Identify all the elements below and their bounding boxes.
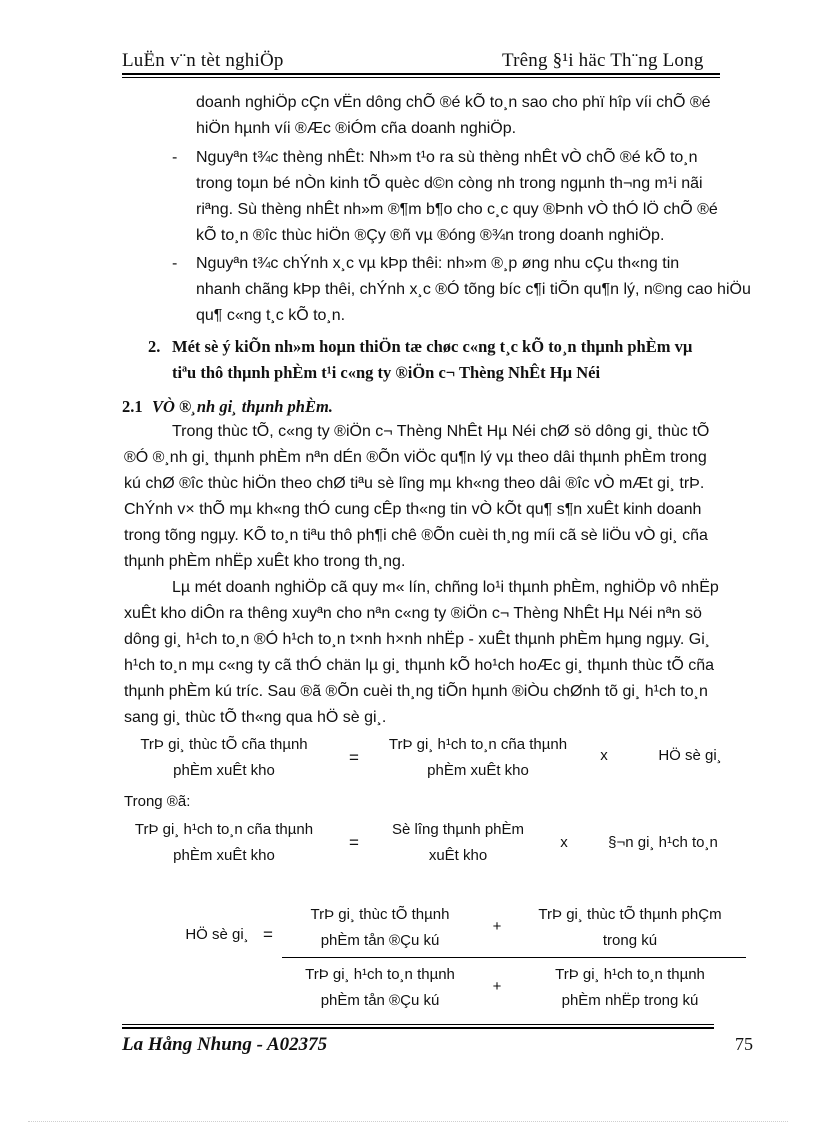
bullet-dash: - [172, 149, 178, 166]
formula1-left-line-2: phÈm xuÊt kho [173, 762, 275, 779]
formula2-middle-line-2: xuÊt kho [428, 847, 488, 864]
header-right-title: Trêng §¹i häc Th¨ng Long [502, 50, 704, 71]
subsection-number: 2.1 [122, 397, 143, 416]
para2-line-1: Lµ mét doanh nghiÖp cã quy m« lín, chñng lo¹i thµnh phÈm, nghiÖp vô nhËp [172, 579, 719, 596]
section-title-line-2: tiªu thô thµnh phÈm t¹i c«ng ty ®iÖn c¬ Thèng NhÊt Hµ Néi [172, 363, 601, 382]
section-number: 2. [148, 337, 161, 356]
formula2-times: x [560, 834, 568, 851]
formula3-den-b-line-2: phÈm nhËp trong kú [561, 992, 699, 1009]
formula3-num-b-line-1: TrÞ gi¸ thùc tÕ thµnh phÇm [538, 906, 722, 923]
formula2-middle-line-1: Sè lîng thµnh phÈm [391, 821, 525, 838]
footer-author: La Hång Nhung - A02375 [122, 1034, 328, 1055]
para2-line-6: sang gi¸ thùc tÕ th«ng qua hÖ sè gi¸. [124, 709, 387, 726]
section-title-line-1: Mét sè ý kiÕn nh»m hoµn thiÖn tæ chøc c«ng t¸c kÕ to¸n thµnh phÈm vµ [172, 337, 693, 356]
para2-line-3: dông gi¸ h¹ch to¸n ®Ó h¹ch to¸n t×nh h×nh nhËp - xuÊt thµnh phÈm hµng ngµy. Gi¸ [124, 631, 711, 648]
formula3-den-b-line-1: TrÞ gi¸ h¹ch to¸n thµnh [555, 966, 705, 983]
bullet-1-line-4: kÕ to¸n ®îc thùc hiÖn ®Çy ®ñ vµ ®óng ®¾n trong doanh nghiÖp. [196, 227, 665, 244]
formula3-den-a-line-1: TrÞ gi¸ h¹ch to¸n thµnh [305, 966, 455, 983]
formula3-den-a-line-2: phÈm tån ®Çu kú [320, 992, 440, 1009]
formula1-middle-line-1: TrÞ gi¸ h¹ch to¸n cña thµnh [388, 736, 568, 753]
para1-line-4: ChÝnh v× thÕ mµ kh«ng thÓ cung cÊp th«ng tin vÒ kÕt qu¶ s¶n xuÊt kinh doanh [124, 501, 702, 518]
para2-line-2: xuÊt kho diÔn ra thêng xuyªn cho nªn c«ng ty ®iÖn c¬ Thèng NhÊt Hµ Néi nªn sö [124, 605, 702, 622]
formula1-times: x [600, 747, 608, 764]
bullet-1-line-2: trong toµn bé nÒn kinh tÕ quèc d©n còng nh trong ngµnh th¬ng m¹i nãi [196, 175, 703, 192]
footer-rule [122, 1024, 714, 1025]
para2-line-4: h¹ch to¸n mµ c«ng ty cã thÓ chän lµ gi¸ thµnh kÕ ho¹ch hoÆc gi¸ thµnh thùc tÕ cña [124, 657, 715, 674]
para2-line-5: thµnh phÈm kú tríc. Sau ®ã ®Õn cuèi th¸ng tiÕn hµnh ®iÒu chØnh tõ gi¸ h¹ch to¸n [124, 683, 708, 700]
para1-line-1: Trong thùc tÕ, c«ng ty ®iÖn c¬ Thèng NhÊt Hµ Néi chØ sö dông gi¸ thùc tÕ [172, 423, 710, 440]
para1-line-5: trong tõng ngµy. KÕ to¸n tiªu thô ph¶i chê ®Õn cuèi th¸ng míi cã sè liÖu vÒ gi¸ cña [124, 527, 708, 544]
formula2-left-line-2: phÈm xuÊt kho [173, 847, 275, 864]
para1-line-2: ®Ó ®¸nh gi¸ thµnh phÈm nªn dÉn ®Õn viÖc qu¶n lý vµ theo dâi thµnh phÈm trong [124, 449, 707, 466]
formula2-equals: = [349, 833, 359, 852]
formula2-right: §¬n gi¸ h¹ch to¸n [608, 834, 718, 851]
formula1-middle-line-2: phÈm xuÊt kho [427, 762, 529, 779]
para1-line-3: kú chØ ®îc thùc hiÖn theo chØ tiªu sè lîng mµ kh«ng theo dâi ®îc vÒ mÆt gi¸ trÞ. [124, 475, 705, 492]
formula3-equals: = [263, 925, 273, 944]
formula3-num-a-line-1: TrÞ gi¸ thùc tÕ thµnh [310, 906, 450, 923]
page-number: 75 [735, 1034, 753, 1054]
formula3-left: HÖ sè gi¸ [185, 926, 249, 943]
header-rule [122, 73, 720, 75]
footer-rule-thick [122, 1027, 714, 1029]
bullet-1-line-3: riªng. Sù thèng nhÊt nh»m ®¶m b¶o cho c¸c quy ®Þnh vÒ thÓ lÖ chÕ ®é [196, 201, 718, 218]
formula1-left-line-1: TrÞ gi¸ thùc tÕ cña thµnh [140, 736, 308, 753]
subsection-title: VÒ ®¸nh gi¸ thµnh phÈm. [152, 397, 333, 416]
formula3-num-plus: + [492, 918, 502, 935]
page-bottom-dotted-line [28, 1121, 788, 1122]
intro-line-2: hiÖn hµnh víi ®Æc ®iÓm cña doanh nghiÖp. [196, 120, 517, 137]
header-left-title: LuËn v¨n tèt nghiÖp [122, 50, 284, 71]
header-rule-thin [122, 77, 720, 78]
bullet-1-line-1: Nguyªn t¾c thèng nhÊt: Nh»m t¹o ra sù thèng nhÊt vÒ chÕ ®é kÕ to¸n [196, 149, 698, 166]
bullet-2-line-3: qu¶ c«ng t¸c kÕ to¸n. [196, 307, 346, 324]
intro-line-1: doanh nghiÖp cÇn vËn dông chÕ ®é kÕ to¸n sao cho phï hîp víi chÕ ®é [196, 94, 711, 111]
formula2-left-line-1: TrÞ gi¸ h¹ch to¸n cña thµnh [134, 821, 314, 838]
trong-do-label: Trong ®ã: [124, 793, 191, 810]
fraction-bar [282, 957, 746, 958]
formula3-den-plus: + [492, 978, 502, 995]
formula3-num-a-line-2: phÈm tån ®Çu kú [320, 932, 440, 949]
bullet-2-line-1: Nguyªn t¾c chÝnh x¸c vµ kÞp thêi: nh»m ®¸p øng nhu cÇu th«ng tin [196, 255, 680, 272]
formula1-equals: = [349, 748, 359, 767]
para1-line-6: thµnh phÈm nhËp xuÊt kho trong th¸ng. [124, 553, 406, 570]
bullet-2-line-2: nhanh chãng kÞp thêi, chÝnh x¸c ®Ó tõng bíc c¶i tiÕn qu¶n lý, n©ng cao hiÖu [196, 281, 751, 298]
formula1-right: HÖ sè gi¸ [658, 747, 722, 764]
formula3-num-b-line-2: trong kú [602, 932, 658, 949]
bullet-dash: - [172, 255, 178, 272]
